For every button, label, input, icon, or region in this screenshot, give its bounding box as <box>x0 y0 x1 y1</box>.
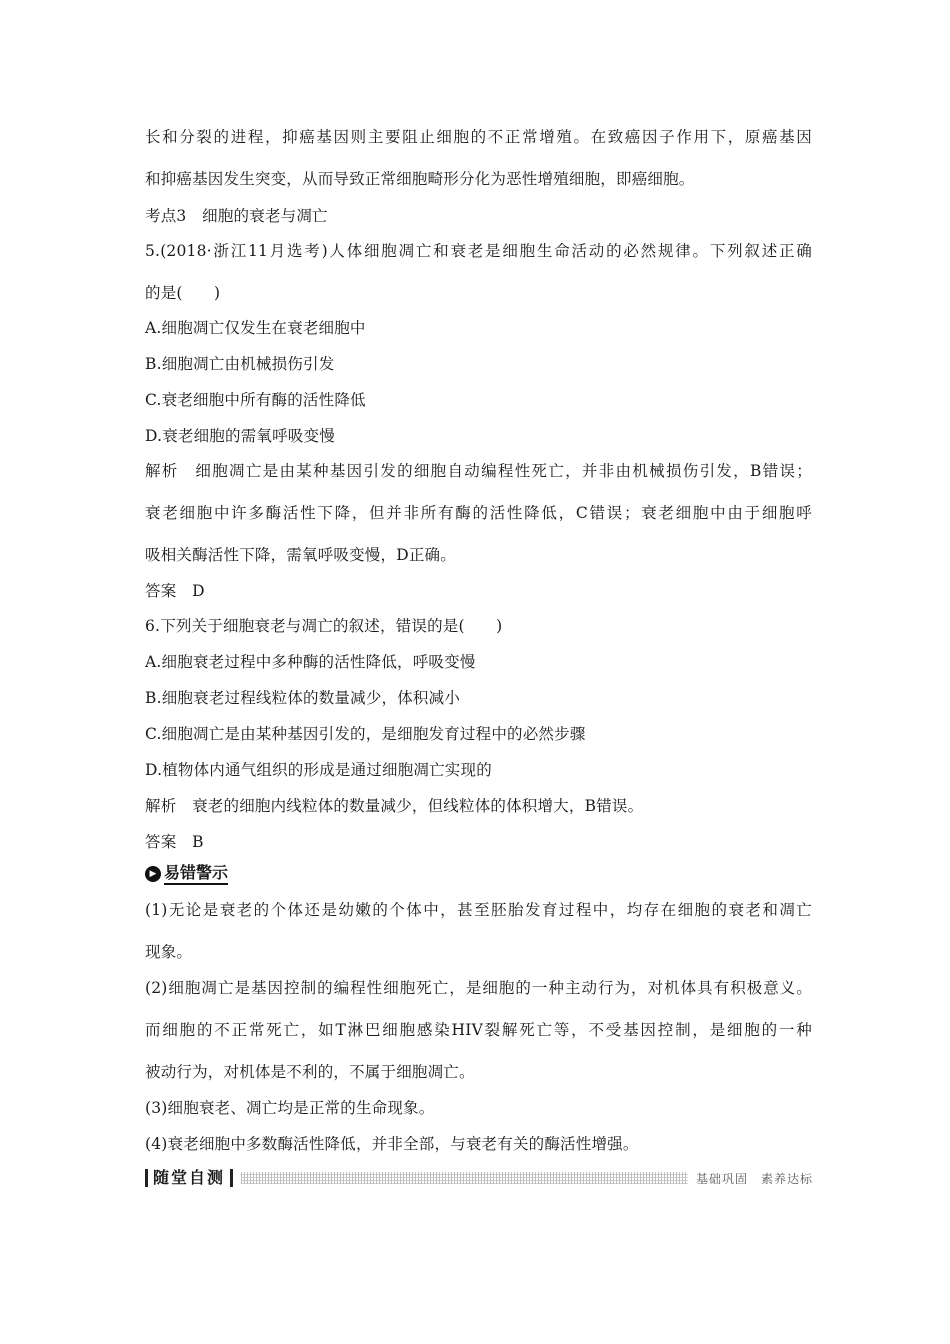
text-line-q6ans: 答案 B <box>145 833 204 851</box>
text-line-w3: (3)细胞衰老、凋亡均是正常的生命现象。 <box>145 1099 435 1117</box>
text-line-w2c: 被动行为，对机体是不利的，不属于细胞凋亡。 <box>145 1063 475 1081</box>
text-line-q5e1: 解析 细胞凋亡是由某种基因引发的细胞自动编程性死亡，并非由机械损伤引发，B错误； <box>145 462 812 480</box>
play-icon: ▶ <box>145 866 161 882</box>
section-banner <box>145 1167 813 1189</box>
text-line-q6A: A.细胞衰老过程中多种酶的活性降低，呼吸变慢 <box>145 653 476 671</box>
error-warning-heading <box>145 863 228 885</box>
text-line-q6: 6.下列关于细胞衰老与凋亡的叙述，错误的是( ) <box>145 617 503 635</box>
text-line-q5a: 5.(2018·浙江11月选考)人体细胞凋亡和衰老是细胞生命活动的必然规律。下列叙述正确 <box>145 242 812 260</box>
text-line-w2a: (2)细胞凋亡是基因控制的编程性细胞死亡，是细胞的一种主动行为，对机体具有积极意义。 <box>145 979 812 997</box>
text-line-q5b: 的是( ) <box>145 284 221 302</box>
text-line-q5A: A.细胞凋亡仅发生在衰老细胞中 <box>145 319 366 337</box>
dotted-divider <box>241 1172 688 1184</box>
text-line-q6D: D.植物体内通气组织的形成是通过细胞凋亡实现的 <box>145 761 492 779</box>
section-subtitle: 基础巩固 素养达标 <box>695 1171 813 1186</box>
text-line-q5e2: 衰老细胞中许多酶活性下降，但并非所有酶的活性降低，C错误；衰老细胞中由于细胞呼 <box>145 504 812 522</box>
text-line-w2b: 而细胞的不正常死亡，如T淋巴细胞感染HIV裂解死亡等，不受基因控制，是细胞的一种 <box>145 1021 812 1039</box>
section-title: 随堂自测 <box>145 1169 233 1187</box>
text-line-p1a: 长和分裂的进程，抑癌基因则主要阻止细胞的不正常增殖。在致癌因子作用下，原癌基因 <box>145 128 812 146</box>
text-line-q5C: C.衰老细胞中所有酶的活性降低 <box>145 391 366 409</box>
text-line-q5ans: 答案 D <box>145 582 205 600</box>
text-line-q5D: D.衰老细胞的需氧呼吸变慢 <box>145 427 335 445</box>
text-line-q6B: B.细胞衰老过程线粒体的数量减少，体积减小 <box>145 689 461 707</box>
text-line-kd3: 考点3 细胞的衰老与凋亡 <box>145 207 328 225</box>
warning-title: 易错警示 <box>164 864 228 885</box>
text-line-q5e3: 吸相关酶活性下降，需氧呼吸变慢，D正确。 <box>145 546 456 564</box>
text-line-p1b: 和抑癌基因发生突变，从而导致正常细胞畸形分化为恶性增殖细胞，即癌细胞。 <box>145 170 695 188</box>
text-line-q6C: C.细胞凋亡是由某种基因引发的，是细胞发育过程中的必然步骤 <box>145 725 586 743</box>
text-line-w1b: 现象。 <box>145 943 193 961</box>
text-line-w1a: (1)无论是衰老的个体还是幼嫩的个体中，甚至胚胎发育过程中，均存在细胞的衰老和凋亡 <box>145 901 812 919</box>
text-line-w4: (4)衰老细胞中多数酶活性降低，并非全部，与衰老有关的酶活性增强。 <box>145 1135 639 1153</box>
text-line-q5B: B.细胞凋亡由机械损伤引发 <box>145 355 335 373</box>
text-line-q6e: 解析 衰老的细胞内线粒体的数量减少，但线粒体的体积增大，B错误。 <box>145 797 644 815</box>
